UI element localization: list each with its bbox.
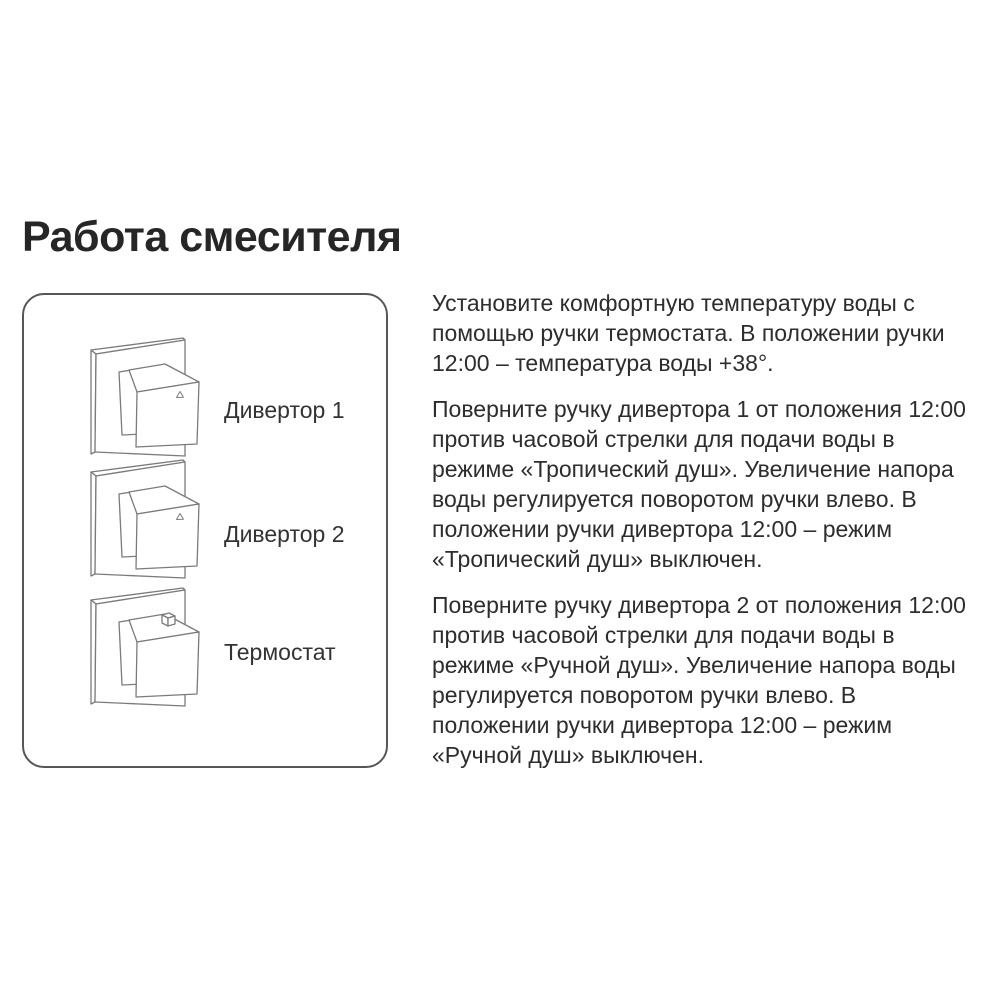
diverter-1-handle-icon — [87, 335, 205, 460]
handle-cube — [119, 613, 199, 697]
page-title: Работа смесителя — [22, 213, 402, 261]
handle-cube — [119, 364, 199, 447]
handle-label-diverter-1: Дивертор 1 — [224, 397, 345, 423]
instruction-paragraph-diverter-2: Поверните ручку дивертора 2 от положения 12:00 против часовой стрелки для подачи воды в режиме «Ручной душ». Увеличение напора воды регулируется поворотом ручки влево. В положении ручки дивертора 12:00 – режим «Ручной душ» выключен. — [432, 592, 966, 768]
handle-cube — [119, 486, 199, 569]
mixer-diagram-panel — [22, 293, 388, 768]
thermostat-handle-icon — [87, 585, 205, 710]
instructions-column — [432, 288, 972, 786]
diverter-2-handle-icon — [87, 457, 205, 582]
instruction-paragraph-thermostat: Установите комфортную температуру воды с помощью ручки термостата. В положении ручки 12:00 – температура воды +38°. — [432, 290, 945, 376]
instruction-paragraph-diverter-1: Поверните ручку дивертора 1 от положения 12:00 против часовой стрелки для подачи воды в режиме «Тропический душ». Увеличение напора воды регулируется поворотом ручки влево. В положении ручки дивертора 12:00 – режим «Тропический душ» выключен. — [432, 396, 966, 572]
handle-label-thermostat: Термостат — [224, 639, 336, 665]
safety-knob-icon — [162, 613, 175, 626]
handle-label-diverter-2: Дивертор 2 — [224, 521, 345, 547]
